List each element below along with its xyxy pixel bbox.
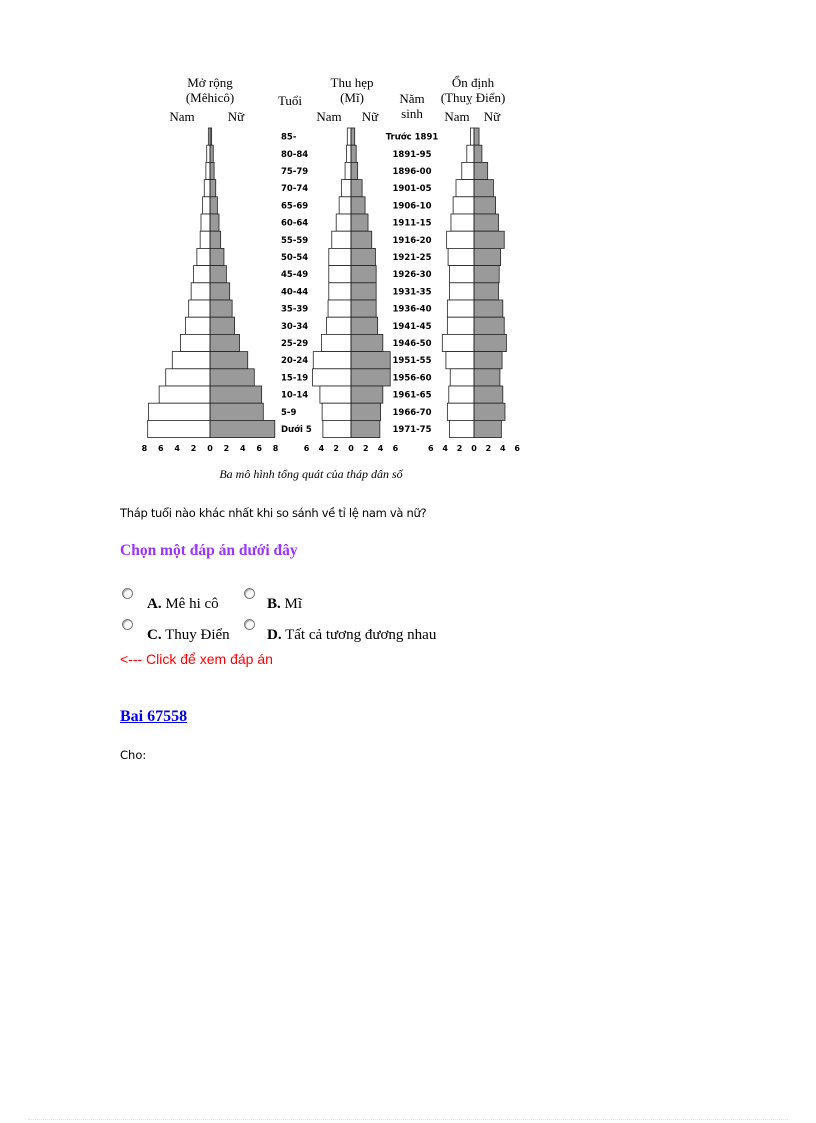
age-group-label: 80-84	[281, 149, 309, 160]
pyramid-usa	[304, 128, 399, 453]
pyramid-1-x-tick: 2	[190, 444, 197, 453]
population-pyramids-figure	[138, 70, 520, 485]
pyramid-3-male-bar	[451, 214, 474, 231]
pyramid-2-title-line2: (Mĩ)	[340, 90, 364, 105]
age-group-label: 5-9	[281, 407, 297, 418]
birth-year-label: 1906-10	[392, 201, 432, 212]
pyramid-3-title-line1: Ổn định	[451, 75, 495, 90]
age-group-label: 20-24	[281, 356, 309, 367]
pyramid-1-female-bar	[210, 283, 230, 300]
pyramid-1-x-tick: 8	[272, 444, 279, 453]
pyramid-2-male-bar	[327, 317, 351, 334]
pyramid-1-male-bar	[194, 266, 210, 283]
pyramid-2-female-bar	[351, 403, 381, 420]
pyramid-1-female-bar	[210, 300, 232, 317]
pyramid-2-male-bar	[323, 420, 351, 437]
pyramid-3-male-bar	[446, 352, 474, 369]
show-answer-hint[interactable]: <--- Click để xem đáp án	[120, 651, 273, 667]
pyramid-3-female-bar	[474, 283, 498, 300]
pyramid-3-x-tick: 2	[485, 444, 492, 453]
footer-divider	[28, 1119, 788, 1120]
pyramid-3-male-bar	[447, 300, 474, 317]
pyramid-1-x-tick: 6	[256, 444, 262, 453]
birth-year-label: Trước 1891	[385, 132, 439, 143]
figure-caption: Ba mô hình tổng quát của tháp dân số	[219, 467, 403, 481]
pyramid-2-x-tick: 6	[303, 444, 310, 453]
age-group-label: 30-34	[281, 321, 309, 332]
pyramid-2-male-bar	[339, 197, 351, 214]
age-group-label: 35-39	[281, 304, 309, 315]
pyramid-1-male-bar	[203, 197, 210, 214]
pyramid-2-female-bar	[351, 283, 376, 300]
pyramid-3-x-tick: 4	[500, 444, 506, 453]
pyramid-1-male-bar	[166, 369, 210, 386]
pyramid-2-x-tick: 6	[392, 444, 399, 453]
pyramid-3-title-line2: (Thuỵ Điển)	[440, 90, 506, 105]
pyramid-1-female-bar	[210, 386, 262, 403]
pyramid-1-x-tick: 4	[240, 444, 246, 453]
pyramid-3-male-bar	[453, 197, 474, 214]
pyramid-1-male-bar	[149, 403, 211, 420]
pyramid-2-male-bar	[321, 334, 351, 351]
pyramid-1-male-bar	[185, 317, 210, 334]
option-c-letter: C.	[147, 627, 162, 643]
age-group-label: 25-29	[281, 339, 309, 349]
pyramid-1-female-bar	[210, 231, 221, 248]
pyramid-3-x-tick: 0	[471, 444, 477, 453]
age-group-label: Dưới 5	[281, 425, 312, 435]
pyramid-mexico	[142, 128, 279, 453]
pyramid-2-female-label: Nữ	[361, 109, 379, 124]
pyramid-3-female-bar	[474, 352, 502, 369]
birth-year-label: 1911-15	[392, 218, 432, 229]
pyramid-2-male-bar	[329, 248, 351, 265]
birth-year-label: 1931-35	[392, 287, 432, 298]
pyramid-2-x-tick: 0	[348, 444, 354, 453]
pyramid-3-male-bar	[447, 231, 474, 248]
pyramid-1-x-tick: 4	[174, 444, 180, 453]
pyramid-1-female-bar	[210, 317, 235, 334]
pyramid-3-male-bar	[442, 334, 474, 351]
pyramid-2-female-bar	[351, 334, 383, 351]
pyramid-1-female-bar	[210, 214, 219, 231]
pyramid-2-female-bar	[351, 145, 356, 162]
next-exercise-link[interactable]: Bai 67558	[120, 708, 188, 725]
birth-year-label: 1916-20	[392, 235, 432, 246]
option-a-letter: A.	[147, 596, 162, 612]
pyramid-1-male-bar	[180, 334, 210, 351]
age-group-label: 60-64	[281, 218, 309, 229]
birth-year-label: 1926-30	[392, 270, 432, 281]
birth-year-label: 1956-60	[392, 373, 432, 384]
pyramid-1-title-line2: (Mêhicô)	[185, 90, 235, 105]
pyramid-2-female-bar	[351, 352, 390, 369]
pyramid-1-male-bar	[201, 214, 210, 231]
pyramid-1-male-label: Nam	[169, 109, 195, 124]
pyramid-3-male-bar	[447, 403, 474, 420]
age-group-label: 10-14	[281, 390, 309, 401]
pyramid-2-male-bar	[320, 386, 351, 403]
radio-b[interactable]	[244, 588, 255, 599]
pyramid-2-female-bar	[351, 369, 390, 386]
pyramid-3-female-bar	[474, 317, 504, 334]
age-group-label: 75-79	[281, 167, 309, 177]
pyramid-3-female-label: Nữ	[483, 109, 501, 124]
pyramid-1-female-label: Nữ	[227, 109, 245, 124]
birth-year-header-line2: sinh	[401, 106, 423, 121]
pyramid-3-male-bar	[450, 420, 474, 437]
pyramid-2-x-tick: 2	[363, 444, 369, 453]
pyramid-3-x-tick: 6	[428, 444, 434, 453]
birth-year-label: 1946-50	[392, 339, 432, 349]
age-column-header: Tuổi	[277, 93, 303, 108]
pyramid-3-female-bar	[474, 300, 503, 317]
birth-year-header-line1: Năm	[399, 91, 425, 106]
pyramid-2-female-bar	[351, 420, 380, 437]
age-group-label: 15-19	[281, 373, 309, 384]
pyramid-3-female-bar	[474, 403, 505, 420]
pyramid-2-male-bar	[329, 266, 351, 283]
pyramid-1-female-bar	[210, 266, 226, 283]
birth-year-label: 1971-75	[392, 425, 432, 435]
birth-year-label: 1936-40	[392, 304, 432, 315]
pyramid-1-male-bar	[206, 162, 210, 179]
pyramid-3-male-label: Nam	[444, 109, 470, 124]
pyramid-1-female-bar	[210, 248, 224, 265]
pyramid-2-male-bar	[329, 283, 351, 300]
pyramid-1-female-bar	[210, 162, 214, 179]
pyramid-3-male-bar	[447, 317, 474, 334]
option-a-text: Mê hi cô	[165, 596, 219, 612]
pyramid-3-male-bar	[449, 386, 474, 403]
pyramid-3-male-bar	[450, 283, 474, 300]
pyramid-2-female-bar	[351, 128, 355, 145]
option-c-text: Thuy Điển	[165, 627, 230, 643]
pyramid-2-male-bar	[341, 180, 351, 197]
pyramid-1-male-bar	[191, 283, 210, 300]
pyramid-3-male-bar	[456, 180, 474, 197]
option-b-text: Mĩ	[284, 596, 303, 612]
pyramid-2-male-bar	[347, 128, 351, 145]
pyramid-3-female-bar	[474, 369, 500, 386]
pyramid-3-female-bar	[474, 248, 501, 265]
pyramid-2-title-line1: Thu hẹp	[330, 75, 374, 90]
pyramid-2-x-tick: 4	[318, 444, 325, 453]
next-exercise-intro: Cho:	[120, 748, 147, 762]
pyramid-1-x-tick: 0	[207, 444, 213, 453]
pyramid-1-x-tick: 2	[223, 444, 230, 453]
pyramid-2-female-bar	[351, 180, 362, 197]
pyramid-3-female-bar	[474, 334, 506, 351]
birth-year-label: 1966-70	[392, 407, 432, 418]
pyramid-3-female-bar	[474, 214, 498, 231]
pyramid-2-male-bar	[322, 403, 351, 420]
birth-year-label: 1896-00	[392, 167, 432, 177]
pyramid-3-male-bar	[450, 266, 474, 283]
pyramid-2-female-bar	[351, 197, 365, 214]
pyramid-1-male-bar	[204, 180, 210, 197]
pyramid-1-male-bar	[159, 386, 210, 403]
option-d-text: Tất cả tương đương nhau	[285, 627, 437, 643]
pyramid-3-female-bar	[474, 145, 482, 162]
option-d-letter: D.	[267, 627, 282, 643]
pyramid-1-title-line1: Mở rộng	[187, 75, 233, 90]
pyramid-3-female-bar	[474, 128, 479, 145]
pyramid-1-male-bar	[172, 352, 210, 369]
birth-year-label: 1941-45	[392, 321, 432, 332]
birth-year-label: 1921-25	[392, 253, 432, 263]
pyramid-1-female-bar	[210, 352, 248, 369]
pyramid-2-female-bar	[351, 214, 368, 231]
pyramid-2-female-bar	[351, 317, 378, 334]
option-b-letter: B.	[267, 596, 281, 612]
pyramid-3-male-bar	[467, 145, 474, 162]
pyramid-2-female-bar	[351, 386, 383, 403]
birth-year-label: 1961-65	[392, 390, 432, 401]
pyramid-1-male-bar	[189, 300, 210, 317]
pyramid-1-female-bar	[210, 180, 216, 197]
pyramid-2-male-bar	[313, 352, 351, 369]
pyramid-3-male-bar	[448, 248, 474, 265]
question-text: Tháp tuổi nào khác nhất khi so sánh về tỉ lệ nam và nữ?	[120, 506, 427, 520]
age-group-label: 70-74	[281, 184, 309, 195]
pyramid-3-female-bar	[474, 231, 504, 248]
pyramid-2-female-bar	[351, 162, 358, 179]
age-group-label: 65-69	[281, 201, 309, 212]
pyramid-3-female-bar	[474, 197, 496, 214]
age-group-label: 40-44	[281, 287, 309, 298]
pyramid-1-x-tick: 8	[141, 444, 148, 453]
age-group-label: 55-59	[281, 235, 309, 246]
pyramid-2-male-label: Nam	[316, 109, 342, 124]
pyramid-1-male-bar	[148, 420, 210, 437]
birth-year-labels	[386, 132, 439, 435]
choose-prompt: Chọn một đáp án dưới đây	[120, 542, 298, 559]
radio-a[interactable]	[122, 588, 133, 599]
pyramid-2-female-bar	[351, 266, 376, 283]
pyramid-1-female-bar	[210, 403, 263, 420]
pyramid-2-male-bar	[336, 214, 351, 231]
pyramid-2-x-tick: 4	[377, 444, 384, 453]
pyramid-2-female-bar	[351, 300, 376, 317]
pyramid-3-x-tick: 2	[456, 444, 463, 453]
pyramid-2-female-bar	[351, 248, 375, 265]
age-group-label: 50-54	[281, 253, 309, 263]
pyramid-1-female-bar	[210, 369, 254, 386]
birth-year-label: 1951-55	[392, 356, 432, 367]
pyramid-1-female-bar	[210, 420, 275, 437]
pyramid-1-female-bar	[210, 197, 217, 214]
age-group-label: 45-49	[281, 270, 309, 281]
pyramid-3-x-tick: 4	[442, 444, 448, 453]
pyramid-3-male-bar	[462, 162, 474, 179]
pyramid-1-male-bar	[197, 248, 210, 265]
pyramid-2-male-bar	[313, 369, 351, 386]
pyramid-2-male-bar	[347, 145, 351, 162]
pyramid-2-x-tick: 2	[333, 444, 339, 453]
pyramid-2-male-bar	[328, 300, 351, 317]
age-group-label: 85-	[281, 132, 297, 143]
age-group-labels	[281, 133, 312, 435]
pyramid-2-male-bar	[345, 162, 351, 179]
pyramid-3-female-bar	[474, 162, 488, 179]
radio-c[interactable]	[122, 619, 133, 630]
pyramid-2-male-bar	[332, 231, 351, 248]
pyramid-3-female-bar	[474, 180, 493, 197]
pyramid-sweden	[428, 128, 520, 453]
pyramid-3-male-bar	[470, 128, 474, 145]
birth-year-label: 1891-95	[392, 149, 432, 160]
pyramid-2-female-bar	[351, 231, 372, 248]
pyramid-3-female-bar	[474, 386, 503, 403]
pyramid-3-x-tick: 6	[514, 444, 520, 453]
pyramid-3-female-bar	[474, 420, 501, 437]
radio-d[interactable]	[244, 619, 255, 630]
pyramid-3-male-bar	[450, 369, 474, 386]
pyramid-1-male-bar	[200, 231, 210, 248]
pyramid-3-female-bar	[474, 266, 499, 283]
pyramid-1-female-bar	[210, 334, 240, 351]
pyramid-1-x-tick: 6	[158, 444, 164, 453]
birth-year-label: 1901-05	[392, 184, 432, 195]
